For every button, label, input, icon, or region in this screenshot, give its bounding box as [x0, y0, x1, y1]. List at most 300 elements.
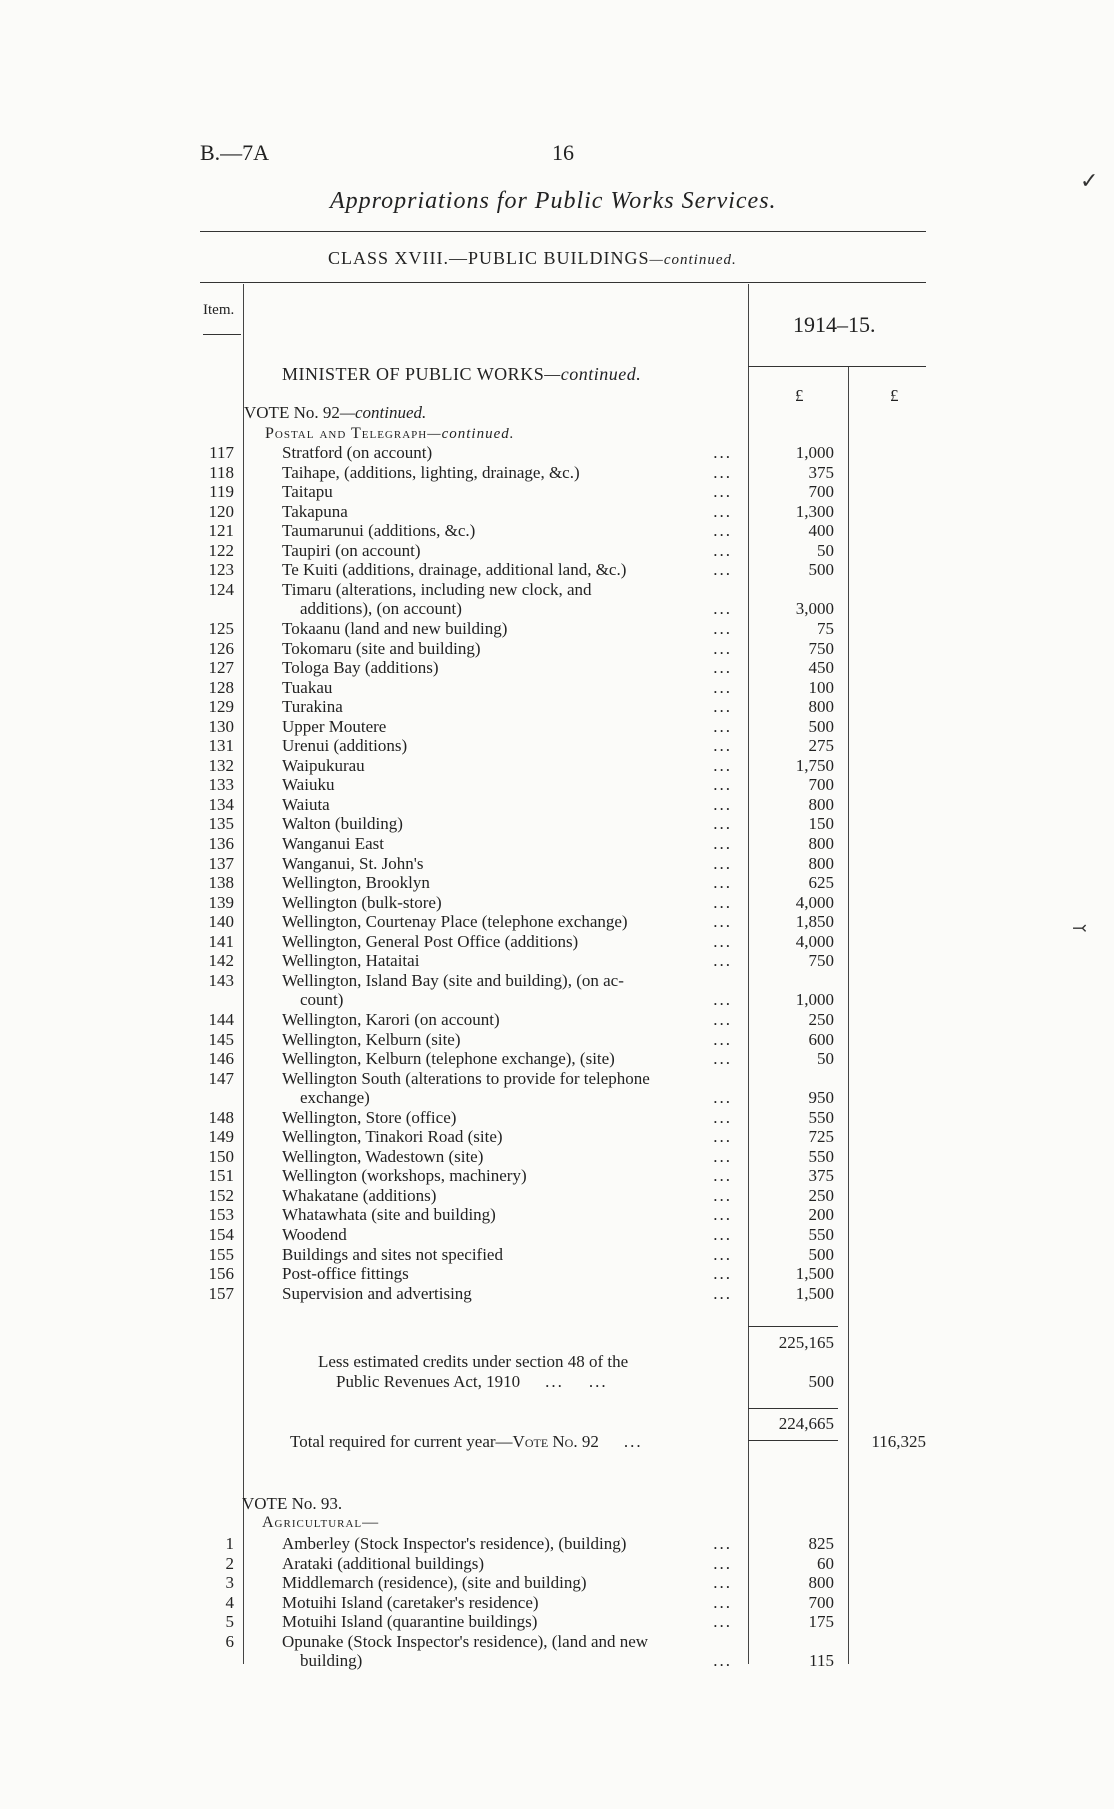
item-amount: 550 [808, 1107, 834, 1127]
table-row [0, 1088, 1114, 1108]
net-underline [748, 1440, 838, 1441]
item-amount: 75 [817, 618, 834, 638]
leader-dots: ... [707, 482, 732, 502]
postal-telegraph-subheading: Postal and Telegraph—continued. [265, 425, 515, 442]
leader-dots: ... [707, 717, 732, 737]
item-amount: 800 [808, 794, 834, 814]
table-row [0, 1264, 1114, 1284]
item-description [282, 502, 732, 522]
table-row [0, 639, 1114, 659]
leader-dots: ... [707, 736, 732, 756]
table-row [0, 1205, 1114, 1225]
item-description [300, 1088, 732, 1108]
item-amount: 500 [808, 716, 834, 736]
item-description [282, 560, 732, 580]
item-number: 4 [225, 1592, 234, 1612]
table-row [0, 912, 1114, 932]
item-description [282, 951, 732, 971]
item-amount: 750 [808, 951, 834, 971]
item-description-text: Waiuta [282, 795, 334, 814]
leader-dots: ... [707, 678, 732, 698]
item-number: 121 [208, 521, 234, 541]
item-description [282, 678, 732, 698]
item-amount: 700 [808, 1592, 834, 1612]
item-amount: 400 [808, 521, 834, 541]
item-description-text: Tologa Bay (additions) [282, 658, 443, 677]
item-description [282, 834, 732, 854]
leader-dots: ... [707, 1147, 732, 1167]
item-description [282, 971, 732, 991]
leader-dots: ... [707, 1108, 732, 1128]
item-description [300, 1651, 732, 1671]
item-amount: 1,000 [795, 443, 834, 462]
leader-dots: ... [707, 560, 732, 580]
item-description-text: Opunake (Stock Inspector's residence), (land and new [282, 1632, 652, 1651]
item-description [282, 1010, 732, 1030]
item-description-text: Wellington, Hataitai [282, 951, 423, 970]
item-amount: 250 [808, 1185, 834, 1205]
less-credits-line-2: Public Revenues Act, 1910 ... ... [336, 1372, 608, 1391]
item-number: 6 [225, 1631, 234, 1651]
leader-dots: ... [707, 834, 732, 854]
leader-dots: ... [707, 599, 732, 619]
leader-dots: ... [707, 1245, 732, 1265]
item-description [282, 1245, 732, 1265]
subtotal-amount: 225,165 [778, 1333, 834, 1352]
leader-dots: ... [707, 990, 732, 1010]
leader-dots: ... [707, 521, 732, 541]
item-number: 136 [208, 834, 234, 853]
item-amount: 725 [808, 1127, 834, 1147]
table-row [0, 1010, 1114, 1030]
item-description [282, 541, 732, 561]
item-description-text: additions), (on account) [300, 599, 466, 618]
item-amount: 950 [808, 1088, 834, 1108]
item-description [282, 1049, 732, 1069]
leader-dots: ... [707, 1593, 732, 1613]
item-description-text: Tokaanu (land and new building) [282, 619, 511, 638]
item-description-text: Waipukurau [282, 756, 369, 775]
title-rule [200, 231, 926, 232]
item-number: 145 [208, 1029, 234, 1049]
item-amount: 375 [808, 462, 834, 482]
year-header: 1914–15. [793, 312, 876, 337]
item-description-text: Wanganui East [282, 834, 388, 853]
item-description-text: Post-office fittings [282, 1264, 413, 1283]
item-amount: 3,000 [795, 599, 834, 619]
item-description [282, 1632, 732, 1652]
item-amount: 250 [808, 1009, 834, 1029]
item-description [282, 932, 732, 952]
table-row [0, 541, 1114, 561]
item-number: 124 [208, 579, 234, 599]
item-description [282, 736, 732, 756]
table-row [0, 756, 1114, 776]
item-amount: 800 [808, 697, 834, 717]
item-number: 5 [225, 1612, 234, 1632]
item-description-text: Wellington, Island Bay (site and building), (on ac- [282, 971, 628, 990]
item-description [282, 580, 732, 600]
table-row [0, 795, 1114, 815]
item-number: 130 [208, 716, 234, 736]
item-amount: 115 [809, 1651, 834, 1671]
table-row [0, 599, 1114, 619]
item-number: 2 [225, 1553, 234, 1573]
item-description [282, 658, 732, 678]
page-title: Appropriations for Public Works Services. [330, 188, 777, 214]
item-amount: 1,500 [795, 1283, 834, 1303]
item-description [300, 599, 732, 619]
item-number: 129 [208, 697, 234, 717]
table-row [0, 990, 1114, 1010]
year-header-rule [748, 366, 926, 367]
leader-dots: ... [707, 619, 732, 639]
item-amount: 275 [808, 736, 834, 756]
leader-dots: ... [707, 814, 732, 834]
table-row [0, 971, 1114, 991]
leader-dots: ... [707, 541, 732, 561]
item-number: 133 [208, 775, 234, 795]
item-description [282, 893, 732, 913]
net-amount: 224,665 [778, 1414, 834, 1433]
item-amount: 50 [817, 540, 834, 560]
item-description [282, 443, 732, 463]
table-row [0, 443, 1114, 463]
item-number: 138 [208, 873, 234, 893]
item-description-text: Motuihi Island (caretaker's residence) [282, 1593, 543, 1612]
leader-dots: ... [707, 443, 732, 463]
item-description-text: Wellington (workshops, machinery) [282, 1166, 531, 1185]
table-row [0, 1245, 1114, 1265]
table-row [0, 1030, 1114, 1050]
item-description-text: Amberley (Stock Inspector's residence), (building) [282, 1534, 630, 1553]
table-row [0, 658, 1114, 678]
item-amount: 50 [817, 1049, 834, 1069]
item-number: 142 [208, 951, 234, 971]
table-row [0, 502, 1114, 522]
table-row [0, 1554, 1114, 1574]
margin-mark-icon: ⤙ [1072, 918, 1088, 938]
table-row [0, 1069, 1114, 1089]
item-description [282, 619, 732, 639]
leader-dots: ... [707, 697, 732, 717]
item-description [282, 1225, 732, 1245]
item-number: 125 [208, 618, 234, 638]
table-row [0, 463, 1114, 483]
table-row [0, 678, 1114, 698]
item-description [282, 873, 732, 893]
vote-93-heading: VOTE No. 93. [242, 1494, 343, 1513]
item-description [282, 912, 732, 932]
item-amount: 1,500 [795, 1264, 834, 1284]
table-row [0, 1284, 1114, 1304]
item-number: 147 [208, 1068, 234, 1088]
leader-dots: ... [707, 1088, 732, 1108]
item-amount: 700 [808, 775, 834, 795]
table-row [0, 1225, 1114, 1245]
leader-dots: ... [707, 1225, 732, 1245]
item-description-text: Woodend [282, 1225, 351, 1244]
item-number: 1 [225, 1534, 234, 1553]
less-credits-line-1: Less estimated credits under section 48 of the [318, 1352, 629, 1371]
item-number: 148 [208, 1107, 234, 1127]
leader-dots: ... [707, 1284, 732, 1304]
item-amount: 800 [808, 834, 834, 853]
pound-sign-total: £ [890, 386, 899, 405]
item-number: 154 [208, 1225, 234, 1244]
item-number: 141 [208, 931, 234, 951]
leader-dots: ... [707, 951, 732, 971]
item-description [282, 1127, 732, 1147]
item-description [282, 1264, 732, 1284]
item-amount: 625 [808, 873, 834, 893]
item-number: 149 [208, 1127, 234, 1147]
item-description-text: Wellington, Kelburn (telephone exchange), (site) [282, 1049, 619, 1068]
item-description [282, 1147, 732, 1167]
table-row [0, 697, 1114, 717]
item-description [282, 521, 732, 541]
leader-dots: ... [707, 893, 732, 913]
item-description-text: Tuakau [282, 678, 336, 697]
item-number: 135 [208, 814, 234, 834]
item-number: 131 [208, 736, 234, 756]
item-amount: 1,000 [795, 990, 834, 1010]
leader-dots: ... [707, 1651, 732, 1671]
item-description-text: Wellington, Tinakori Road (site) [282, 1127, 507, 1146]
item-amount: 500 [808, 1244, 834, 1264]
item-description-text: Taitapu [282, 482, 337, 501]
item-description-text: Wellington, Brooklyn [282, 873, 434, 892]
item-description [282, 775, 732, 795]
item-description [282, 814, 732, 834]
leader-dots: ... [707, 1205, 732, 1225]
item-amount: 1,750 [795, 755, 834, 775]
table-row [0, 775, 1114, 795]
item-number: 126 [208, 638, 234, 658]
document-reference: B.—7A [200, 140, 270, 165]
agricultural-subheading: Agricultural— [262, 1514, 380, 1531]
table-row [0, 1632, 1114, 1652]
table-row [0, 560, 1114, 580]
item-description-text: Tokomaru (site and building) [282, 639, 485, 658]
item-description-text: Urenui (additions) [282, 736, 411, 755]
item-amount: 600 [808, 1029, 834, 1049]
item-amount: 450 [808, 658, 834, 678]
table-row [0, 1147, 1114, 1167]
leader-dots: ... [707, 756, 732, 776]
item-amount: 550 [808, 1225, 834, 1244]
item-number: 156 [208, 1264, 234, 1284]
item-number: 146 [208, 1049, 234, 1069]
item-number: 151 [208, 1166, 234, 1186]
table-row [0, 873, 1114, 893]
item-number: 155 [208, 1244, 234, 1264]
item-description-text: Supervision and advertising [282, 1284, 476, 1303]
item-description-text: Upper Moutere [282, 717, 390, 736]
item-amount: 1,300 [795, 501, 834, 521]
item-description [282, 463, 732, 483]
item-description [282, 697, 732, 717]
item-amount: 800 [808, 1573, 834, 1593]
leader-dots: ... [707, 912, 732, 932]
class-heading: CLASS XVIII.—PUBLIC BUILDINGS—continued. [328, 248, 737, 268]
leader-dots: ... [707, 1127, 732, 1147]
table-row [0, 1166, 1114, 1186]
item-number: 137 [208, 853, 234, 873]
leader-dots: ... [707, 1573, 732, 1593]
table-row [0, 1612, 1114, 1632]
item-description-text: building) [300, 1651, 366, 1670]
item-description-text: Wellington (bulk-store) [282, 893, 446, 912]
net-rule [748, 1408, 838, 1409]
leader-dots: ... [707, 639, 732, 659]
item-number: 117 [209, 443, 234, 462]
item-description-text: Taupiri (on account) [282, 541, 425, 560]
item-number: 119 [209, 482, 234, 502]
item-number: 143 [208, 970, 234, 990]
leader-dots: ... [707, 463, 732, 483]
item-number: 122 [208, 540, 234, 560]
item-amount: 100 [808, 677, 834, 697]
item-description [282, 639, 732, 659]
item-description [282, 1554, 732, 1574]
total-required-amount: 116,325 [871, 1432, 926, 1451]
item-description [282, 1284, 732, 1304]
table-row [0, 1186, 1114, 1206]
item-description-text: Turakina [282, 697, 347, 716]
table-row [0, 717, 1114, 737]
minister-heading: MINISTER OF PUBLIC WORKS—continued. [282, 364, 642, 384]
leader-dots: ... [707, 1554, 732, 1574]
leader-dots: ... [707, 932, 732, 952]
item-amount: 200 [808, 1205, 834, 1225]
leader-dots: ... [707, 502, 732, 522]
item-description-text: count) [300, 990, 347, 1009]
table-row [0, 814, 1114, 834]
item-description-text: Wellington, Karori (on account) [282, 1010, 504, 1029]
table-row [0, 932, 1114, 952]
item-amount: 4,000 [795, 892, 834, 912]
table-row [0, 951, 1114, 971]
leader-dots: ... [707, 1030, 732, 1050]
table-row [0, 854, 1114, 874]
item-amount: 825 [808, 1534, 834, 1553]
item-description-text: Taumarunui (additions, &c.) [282, 521, 479, 540]
item-description [282, 795, 732, 815]
item-description [282, 482, 732, 502]
leader-dots: ... [707, 1010, 732, 1030]
item-description-text: Wanganui, St. John's [282, 854, 427, 873]
item-amount: 60 [817, 1553, 834, 1573]
item-number: 140 [208, 912, 234, 932]
item-number: 120 [208, 501, 234, 521]
item-description-text: Wellington, Wadestown (site) [282, 1147, 487, 1166]
item-description [282, 1108, 732, 1128]
item-description-text: Waiuku [282, 775, 338, 794]
table-row [0, 1593, 1114, 1613]
item-description [282, 1573, 732, 1593]
item-description [282, 756, 732, 776]
item-description [300, 990, 732, 1010]
item-number: 128 [208, 677, 234, 697]
item-amount: 4,000 [795, 931, 834, 951]
table-row [0, 1573, 1114, 1593]
item-description-text: Te Kuiti (additions, drainage, additional land, &c.) [282, 560, 630, 579]
item-number: 157 [208, 1283, 234, 1303]
item-number: 150 [208, 1146, 234, 1166]
table-row [0, 1127, 1114, 1147]
item-description-text: Taihape, (additions, lighting, drainage, &c.) [282, 463, 584, 482]
item-description-text: Walton (building) [282, 814, 407, 833]
item-description-text: Arataki (additional buildings) [282, 1554, 488, 1573]
item-description-text: exchange) [300, 1088, 374, 1107]
item-description-text: Middlemarch (residence), (site and building) [282, 1573, 590, 1592]
item-amount: 550 [808, 1146, 834, 1166]
table-row [0, 834, 1114, 854]
margin-mark-icon: ✓ [1080, 168, 1099, 193]
item-amount: 750 [808, 638, 834, 658]
item-description-text: Timaru (alterations, including new clock, and [282, 580, 596, 599]
item-description-text: Whatawhata (site and building) [282, 1205, 500, 1224]
header-rule [200, 282, 926, 283]
leader-dots: ... [707, 1264, 732, 1284]
leader-dots: ... [707, 873, 732, 893]
table-row [0, 580, 1114, 600]
table-row [0, 482, 1114, 502]
item-description-text: Stratford (on account) [282, 443, 436, 462]
vote-92-heading: VOTE No. 92—continued. [244, 403, 427, 422]
item-description [282, 1593, 732, 1613]
leader-dots: ... [707, 1186, 732, 1206]
item-description [282, 1186, 732, 1206]
item-number: 144 [208, 1009, 234, 1029]
item-amount: 700 [808, 482, 834, 502]
item-amount: 175 [808, 1612, 834, 1632]
less-credits-amount: 500 [808, 1372, 834, 1391]
item-number: 153 [208, 1205, 234, 1225]
item-description [282, 1069, 732, 1089]
item-description-text: Whakatane (additions) [282, 1186, 440, 1205]
item-description-text: Wellington South (alterations to provide for telephone [282, 1069, 654, 1088]
item-description [282, 1534, 732, 1554]
item-description [282, 854, 732, 874]
table-row [0, 521, 1114, 541]
item-description [282, 1030, 732, 1050]
item-description-text: Motuihi Island (quarantine buildings) [282, 1612, 541, 1631]
item-amount: 800 [808, 853, 834, 873]
item-description-text: Wellington, Kelburn (site) [282, 1030, 465, 1049]
subtotal-rule [748, 1326, 838, 1327]
item-number: 139 [208, 892, 234, 912]
item-amount: 1,850 [795, 912, 834, 932]
item-description-text: Wellington, Courtenay Place (telephone exchange) [282, 912, 632, 931]
item-column-header: Item. [203, 302, 235, 318]
item-description [282, 1166, 732, 1186]
table-row [0, 619, 1114, 639]
item-number: 152 [208, 1185, 234, 1205]
item-description-text: Wellington, General Post Office (additions) [282, 932, 582, 951]
leader-dots: ... [707, 795, 732, 815]
item-number: 127 [208, 658, 234, 678]
leader-dots: ... [707, 1049, 732, 1069]
item-description-text: Wellington, Store (office) [282, 1108, 460, 1127]
table-row [0, 736, 1114, 756]
item-number: 134 [208, 794, 234, 814]
table-row [0, 893, 1114, 913]
item-description [282, 1612, 732, 1632]
item-number: 123 [208, 560, 234, 580]
item-description-text: Takapuna [282, 502, 352, 521]
